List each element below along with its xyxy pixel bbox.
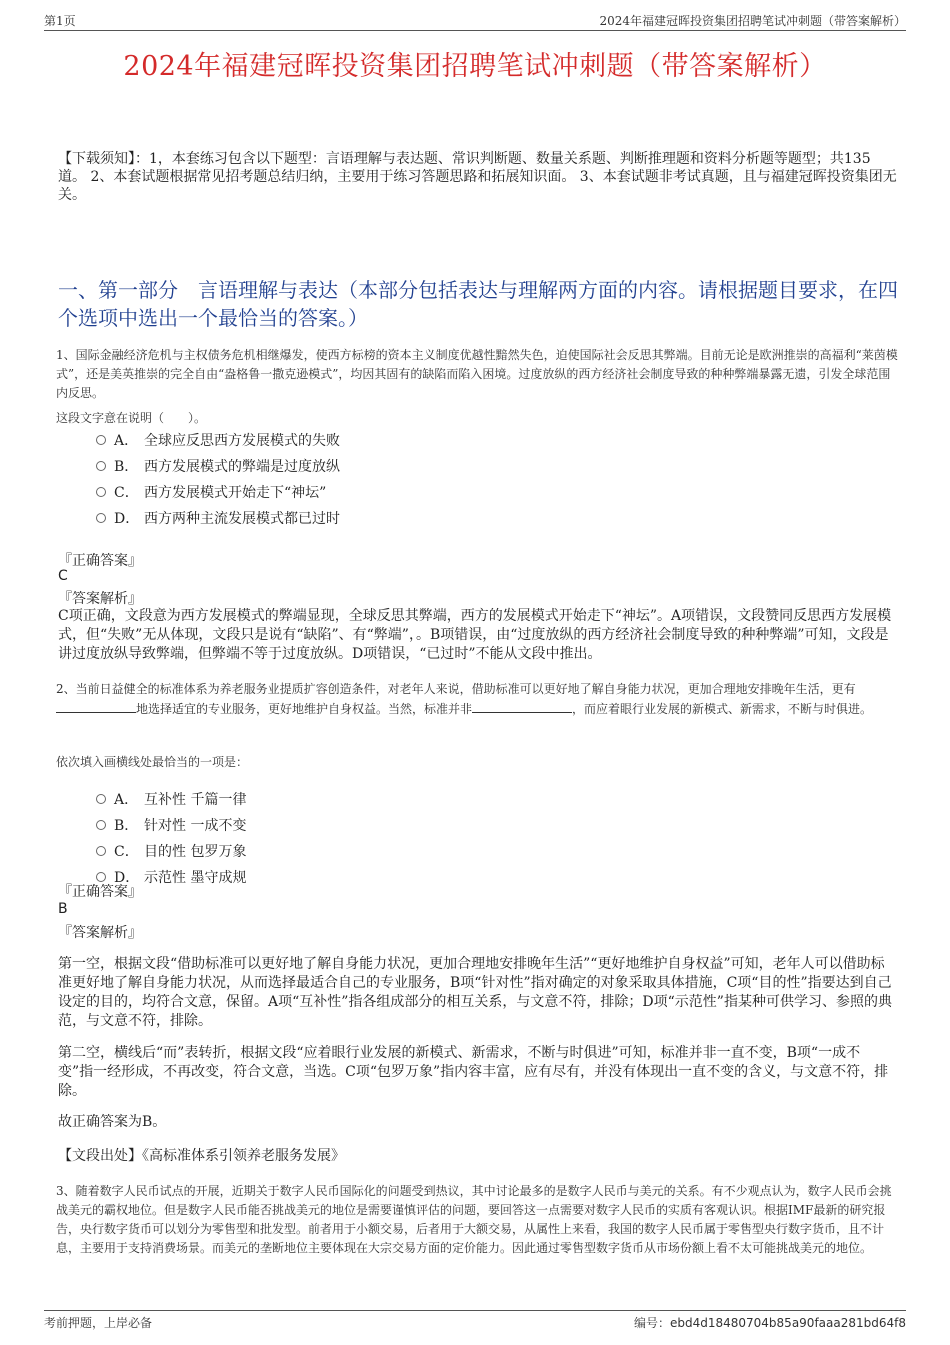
radio-icon[interactable] bbox=[96, 846, 106, 856]
question-1-text: 1、国际金融经济危机与主权债务危机相继爆发，使西方标榜的资本主义制度优越性黯然失色，迫使国际社会反思其弊端。目前无论是欧洲推崇的高福利“莱茵模式”，还是美英推崇的完全自由“盎格鲁一撒克逊模式”，均因其固有的缺陷而陷入困境。过度放纵的西方经济社会制度导致的种种弊端暴露无遗，引发全球范围内反思。 bbox=[56, 348, 898, 400]
radio-icon[interactable] bbox=[96, 513, 106, 523]
q2-analysis-label: 『答案解析』 bbox=[58, 925, 142, 941]
radio-icon[interactable] bbox=[96, 487, 106, 497]
q2-answer-label: 『正确答案』 bbox=[58, 884, 142, 900]
radio-icon[interactable] bbox=[96, 435, 106, 445]
q1-option-d[interactable] bbox=[96, 508, 340, 528]
q2-option-b[interactable] bbox=[96, 815, 246, 835]
radio-icon[interactable] bbox=[96, 794, 106, 804]
q2-option-c[interactable] bbox=[96, 841, 246, 861]
q2-text-part-b: 地选择适宜的专业服务，更好地维护自身权益。当然，标准并非 bbox=[136, 702, 473, 716]
option-text: 西方发展模式开始走下“神坛” bbox=[144, 485, 327, 501]
download-notice: 【下载须知】：1，本套练习包含以下题型：言语理解与表达题、常识判断题、数量关系题、判断推理题和资料分析题等题型；共135道。 2、本套试题根据常见招考题总结归纳，主要用于练习答题思路和拓展知识面。 3、本套试题非考试真题，且与福建冠晖投资集团无关。 bbox=[58, 151, 897, 203]
option-letter: C． bbox=[114, 844, 139, 860]
section-heading: 一、第一部分 言语理解与表达（本部分包括表达与理解两方面的内容。请根据题目要求，在四个选项中选出一个最恰当的答案。） bbox=[58, 278, 898, 330]
option-letter: D． bbox=[114, 870, 140, 886]
q1-analysis-label: 『答案解析』 bbox=[58, 591, 142, 607]
option-text: 西方两种主流发展模式都已过时 bbox=[144, 511, 340, 527]
footer-slogan: 考前押题，上岸必备 bbox=[44, 1316, 153, 1330]
option-letter: B． bbox=[114, 459, 139, 475]
option-text: 互补性 千篇一律 bbox=[144, 792, 247, 808]
q2-answer: B bbox=[58, 901, 68, 917]
question-2-text bbox=[56, 680, 898, 719]
header-title: 2024年福建冠晖投资集团招聘笔试冲刺题（带答案解析） bbox=[599, 14, 906, 28]
option-letter: A． bbox=[114, 433, 139, 449]
q1-answer-label: 『正确答案』 bbox=[58, 553, 142, 569]
page-number: 第1页 bbox=[44, 14, 76, 28]
fill-blank-1 bbox=[56, 699, 136, 713]
q1-analysis: C项正确，文段意为西方发展模式的弊端显现，全球反思其弊端，西方的发展模式开始走下“神坛”。A项错误，文段赞同反思西方发展模式，但“失败”无从体现，文段只是说有“缺陷”、有“弊端”，。B项错误，由“过度放纵的西方经济社会制度导致的种种弊端”可知，文段是讲过度放纵导致弊端，但弊端不等于过度放纵。D项错误，“已过时”不能从文段中推出。 bbox=[58, 608, 892, 662]
q1-option-a[interactable] bbox=[96, 430, 340, 450]
radio-icon[interactable] bbox=[96, 461, 106, 471]
code-label: 编号： bbox=[633, 1316, 670, 1330]
option-text: 目的性 包罗万象 bbox=[144, 844, 247, 860]
question-3-text: 3、随着数字人民币试点的开展，近期关于数字人民币国际化的问题受到热议，其中讨论最多的是数字人民币与美元的关系。有不少观点认为，数字人民币会挑战美元的霸权地位。但是数字人民币能否挑战美元的地位是需要谨慎评估的问题，要回答这一点需要对数字人民币的实质有客观认识。根据IMF最新的研究报告，央行数字货币可以划分为零售型和批发型。前者用于小额交易，后者用于大额交易，从属性上来看，我国的数字人民币属于零售型央行数字货币，且不计息，主要用于支持消费场景。而美元的垄断地位主要体现在大宗交易方面的定价能力。因此通过零售型数字货币从市场份额上看不太可能挑战美元的地位。 bbox=[56, 1184, 892, 1255]
q2-conclusion: 故正确答案为B。 bbox=[58, 1114, 167, 1130]
q2-text-part-c: ，而应着眼行业发展的新模式、新需求，不断与时俱进。 bbox=[572, 702, 873, 716]
option-text: 全球应反思西方发展模式的失败 bbox=[144, 433, 340, 449]
q2-text-part-a: 2、当前日益健全的标准体系为养老服务业提质扩容创造条件，对老年人来说，借助标准可以更好地了解自身能力状况，更加合理地安排晚年生活，更有 bbox=[56, 682, 856, 696]
radio-icon[interactable] bbox=[96, 820, 106, 830]
option-letter: B． bbox=[114, 818, 139, 834]
question-1-prompt: 这段文字意在说明（ ）。 bbox=[56, 411, 207, 425]
q1-option-c[interactable] bbox=[96, 482, 326, 502]
option-text: 西方发展模式的弊端是过度放纵 bbox=[144, 459, 340, 475]
footer-divider bbox=[44, 1310, 906, 1311]
q2-source: 【文段出处】《高标准体系引领养老服务发展》 bbox=[58, 1148, 345, 1164]
option-letter: D． bbox=[114, 511, 140, 527]
q1-option-b[interactable] bbox=[96, 456, 340, 476]
option-letter: A． bbox=[114, 792, 139, 808]
code-value: ebd4d18480704b85a90faaa281bd64f8 bbox=[669, 1316, 906, 1330]
option-letter: C． bbox=[114, 485, 139, 501]
q1-answer: C bbox=[58, 568, 68, 584]
document-code bbox=[634, 1314, 906, 1331]
question-2-prompt: 依次填入画横线处最恰当的一项是： bbox=[56, 755, 249, 769]
header-divider bbox=[44, 30, 906, 31]
fill-blank-2 bbox=[472, 699, 572, 713]
q2-option-a[interactable] bbox=[96, 789, 246, 809]
q2-analysis-paragraph-2: 第二空，横线后“而”表转折，根据文段“应着眼行业发展的新模式、新需求，不断与时俱进”可知，标准并非一直不变，B项“一成不变”指一经形成，不再改变，符合文意，当选。C项“包罗万象”指内容丰富，应有尽有，并没有体现出一直不变的含义，与文意不符，排除。 bbox=[58, 1045, 889, 1099]
option-text: 针对性 一成不变 bbox=[144, 818, 247, 834]
q2-analysis-paragraph-1: 第一空，根据文段“借助标准可以更好地了解自身能力状况，更加合理地安排晚年生活”“更好地维护自身权益”可知，老年人可以借助标准更好地了解自身能力状况，从而选择最适合自己的专业服务，B项“针对性”指对确定的对象采取具体措施，C项“目的性”指要达到自己设定的目的，均符合文意，保留。A项“互补性”指各组成部分的相互关系，与文意不符，排除；D项“示范性”指某种可供学习、参照的典范，与文意不符，排除。 bbox=[58, 956, 892, 1029]
option-text: 示范性 墨守成规 bbox=[144, 870, 247, 886]
document-title: 2024年福建冠晖投资集团招聘笔试冲刺题（带答案解析） bbox=[123, 51, 827, 82]
